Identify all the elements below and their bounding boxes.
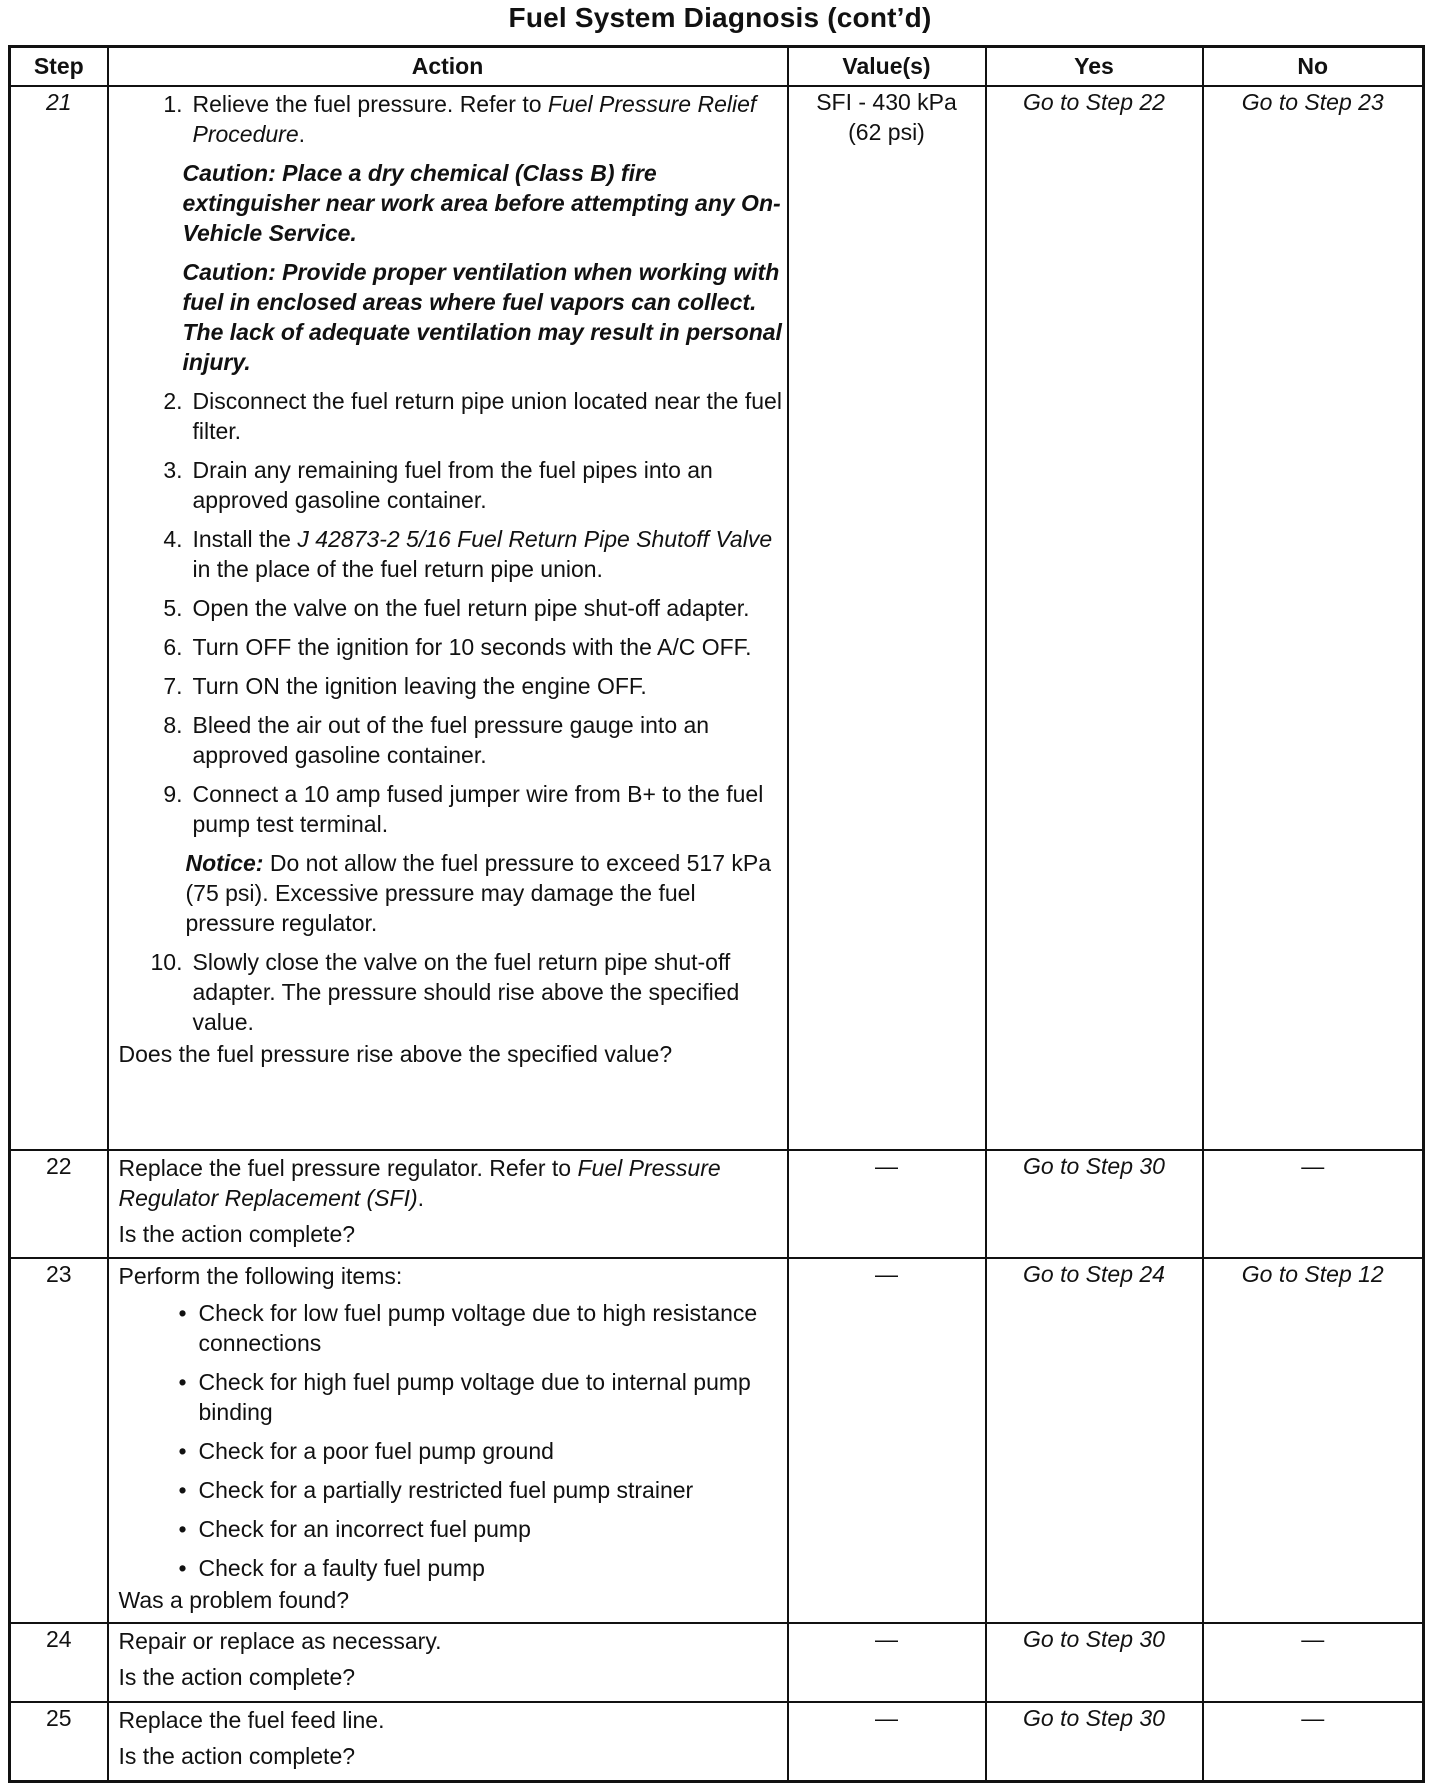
action-item: 1. Relieve the fuel pressure. Refer to Fuel Pressure Relief Procedure. — [119, 89, 787, 149]
action-item — [119, 671, 787, 701]
value-cell: — — [788, 1258, 986, 1623]
list-item: • Check for low fuel pump voltage due to high resistance connections — [119, 1298, 787, 1358]
item-number: 2. — [163, 388, 183, 414]
list-item: • Check for high fuel pump voltage due to internal pump binding — [119, 1367, 787, 1427]
no-link[interactable]: Go to Step 12 — [1203, 1258, 1424, 1623]
table-row — [10, 1623, 1424, 1702]
bullet-icon: • — [178, 1369, 187, 1395]
action-cell — [108, 1258, 788, 1623]
yes-link[interactable]: Go to Step 30 — [986, 1702, 1203, 1781]
item-text: Turn ON the ignition leaving the engine OFF. — [192, 673, 647, 699]
yes-link[interactable]: Go to Step 22 — [986, 86, 1203, 1150]
header-row — [10, 47, 1424, 87]
table-row — [10, 1150, 1424, 1258]
item-number: 4. — [163, 526, 183, 552]
item-number: 9. — [163, 781, 183, 807]
list-item: • Check for an incorrect fuel pump — [119, 1514, 787, 1544]
bullet-icon: • — [178, 1555, 187, 1581]
table-row — [10, 86, 1424, 1150]
list-item: • Check for a partially restricted fuel pump strainer — [119, 1475, 787, 1505]
item-text: Turn OFF the ignition for 10 seconds with the A/C OFF. — [192, 634, 752, 660]
item-text: Slowly close the valve on the fuel return pipe shut-off adapter. The pressure should rise above the specified value. — [192, 949, 740, 1035]
action-item — [119, 455, 787, 515]
yes-link[interactable]: Go to Step 30 — [986, 1150, 1203, 1258]
header-values: Value(s) — [788, 47, 986, 87]
procedure-reference: Fuel Pressure Regulator Replacement (SFI) — [118, 1155, 721, 1211]
step-question: Is the action complete? — [118, 1664, 356, 1690]
step-number: 22 — [10, 1150, 108, 1258]
action-item: 4. Install the J 42873-2 5/16 Fuel Return Pipe Shutoff Valve in the place of the fuel return pipe union. — [119, 524, 787, 584]
step-question: Is the action complete? — [118, 1743, 356, 1769]
value-line: SFI - 430 kPa — [816, 89, 957, 115]
no-cell: — — [1203, 1623, 1424, 1702]
value-line: (62 psi) — [848, 119, 925, 145]
value-cell: — — [788, 1623, 986, 1702]
value-cell: — — [788, 1702, 986, 1781]
item-text: Disconnect the fuel return pipe union located near the fuel filter. — [192, 388, 782, 444]
step-number: 23 — [10, 1258, 108, 1623]
step-number: 24 — [10, 1623, 108, 1702]
action-cell — [108, 1702, 788, 1781]
table-row — [10, 1702, 1424, 1781]
list-item: • Check for a poor fuel pump ground — [119, 1436, 787, 1466]
step-question: Is the action complete? — [118, 1221, 356, 1247]
no-link[interactable]: Go to Step 23 — [1203, 86, 1424, 1150]
no-cell: — — [1203, 1702, 1424, 1781]
item-number: 6. — [163, 634, 183, 660]
header-action: Action — [108, 47, 788, 87]
caution-note: Caution: Place a dry chemical (Class B) fire extinguisher near work area before attempting any On-Vehicle Service. — [182, 160, 781, 246]
step-text: Replace the fuel feed line. — [118, 1707, 385, 1733]
item-text: Drain any remaining fuel from the fuel pipes into an approved gasoline container. — [192, 457, 713, 513]
page-title: Fuel System Diagnosis (cont’d) — [508, 2, 932, 33]
item-number: 5. — [163, 595, 183, 621]
bullet-icon: • — [178, 1477, 187, 1503]
item-number: 10. — [150, 949, 183, 975]
bullet-icon: • — [178, 1300, 187, 1326]
header-no: No — [1203, 47, 1424, 87]
action-cell: Replace the fuel pressure regulator. Refer to Fuel Pressure Regulator Replacement (SFI). Is the action complete? — [108, 1150, 788, 1258]
value-cell: — — [788, 1150, 986, 1258]
yes-link[interactable]: Go to Step 30 — [986, 1623, 1203, 1702]
caution-note: Caution: Provide proper ventilation when working with fuel in enclosed areas where fuel vapors can collect. The lack of adequate ventilation may result in personal injury. — [182, 259, 782, 375]
action-item — [119, 593, 787, 623]
notice-note: Notice: Do not allow the fuel pressure to exceed 517 kPa (75 psi). Excessive pressure may damage the fuel pressure regulator. — [185, 850, 772, 936]
item-number: 8. — [163, 712, 183, 738]
value-cell — [788, 86, 986, 1150]
notice-label: Notice: — [185, 850, 264, 876]
step-intro: Perform the following items: — [118, 1263, 403, 1289]
list-item: • Check for a faulty fuel pump — [119, 1553, 787, 1583]
yes-link[interactable]: Go to Step 24 — [986, 1258, 1203, 1623]
step-number: 25 — [10, 1702, 108, 1781]
step-number: 21 — [10, 86, 108, 1150]
action-item — [119, 947, 787, 1037]
procedure-reference: Fuel Pressure Relief Procedure — [192, 91, 757, 147]
diagnosis-table — [8, 45, 1425, 1783]
item-number: 1. — [163, 91, 183, 117]
step-text: Repair or replace as necessary. — [118, 1628, 442, 1654]
item-text: Connect a 10 amp fused jumper wire from B+ to the fuel pump test terminal. — [192, 781, 764, 837]
tool-reference: J 42873-2 5/16 Fuel Return Pipe Shutoff Valve — [297, 526, 773, 552]
action-item — [119, 710, 787, 770]
step-question: Was a problem found? — [118, 1587, 350, 1613]
item-number: 7. — [163, 673, 183, 699]
item-text: Open the valve on the fuel return pipe shut-off adapter. — [192, 595, 750, 621]
item-number: 3. — [163, 457, 183, 483]
header-step: Step — [10, 47, 108, 87]
item-text: Bleed the air out of the fuel pressure gauge into an approved gasoline container. — [192, 712, 710, 768]
action-item — [119, 779, 787, 839]
action-cell — [108, 1623, 788, 1702]
bullet-icon: • — [178, 1438, 187, 1464]
action-item — [119, 632, 787, 662]
table-row — [10, 1258, 1424, 1623]
header-yes: Yes — [986, 47, 1203, 87]
bullet-icon: • — [178, 1516, 187, 1542]
no-cell: — — [1203, 1150, 1424, 1258]
action-item — [119, 386, 787, 446]
action-cell — [108, 86, 788, 1150]
step-question: Does the fuel pressure rise above the specified value? — [118, 1041, 673, 1067]
